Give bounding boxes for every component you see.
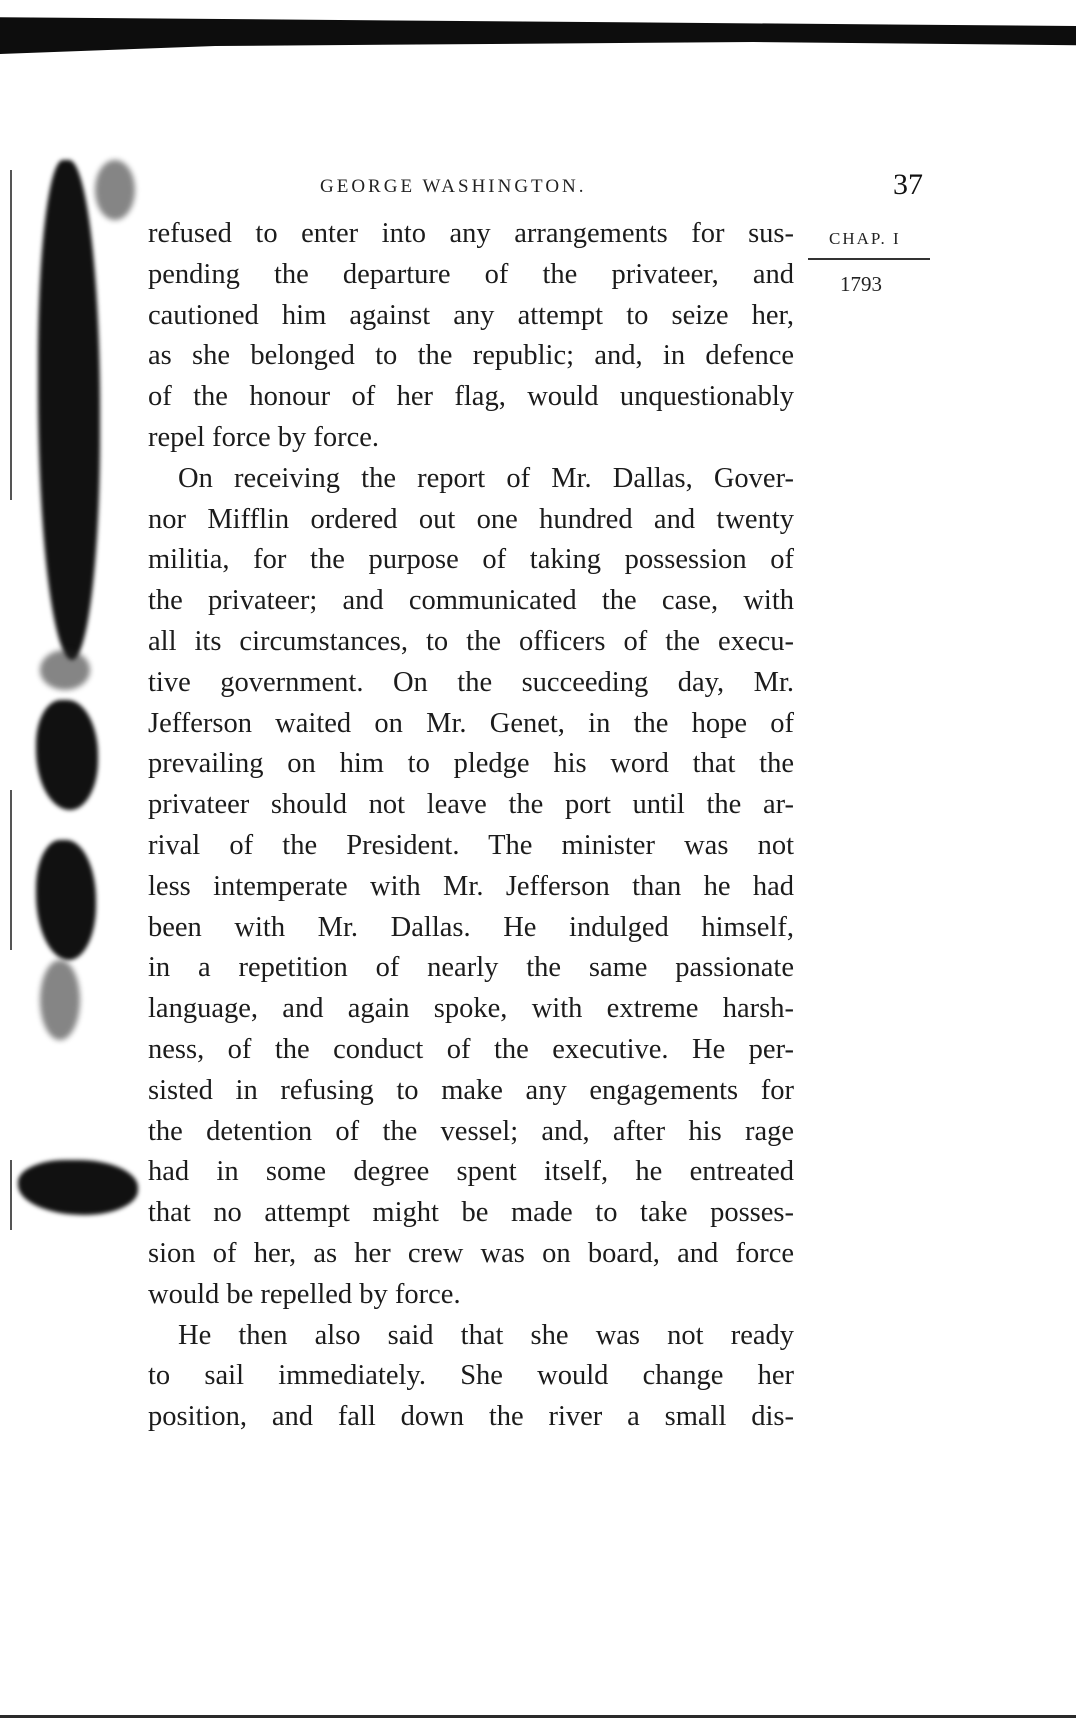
scan-edge-line [10, 790, 12, 950]
text-line: less intemperate with Mr. Jefferson than he had [148, 870, 794, 902]
margin-chapter-label: CHAP. I [829, 229, 901, 248]
text-line: in a repetition of nearly the same passionate [148, 952, 794, 984]
text-line: as she belonged to the republic; and, in defence [148, 340, 794, 372]
margin-year-label: 1793 [840, 272, 882, 296]
binding-smudge [40, 960, 80, 1040]
text-line: nor Mifflin ordered out one hundred and twenty [148, 503, 794, 535]
text-line: been with Mr. Dallas. He indulged himself, [148, 911, 794, 943]
text-line: refused to enter into any arrangements for sus- [148, 218, 794, 249]
running-head: GEORGE WASHINGTON. [320, 176, 587, 197]
text-line: of the honour of her flag, would unquestionably [148, 381, 794, 413]
text-line: would be repelled by force. [148, 1278, 461, 1310]
text-line: pending the departure of the privateer, and [148, 258, 794, 290]
text-line: cautioned him against any attempt to seize her, [148, 299, 794, 331]
text-line: sion of her, as her crew was on board, and force [148, 1237, 794, 1269]
text-line: language, and again spoke, with extreme harsh- [148, 993, 794, 1025]
text-line: militia, for the purpose of taking possession of [148, 544, 794, 576]
text-line: rival of the President. The minister was not [148, 829, 794, 861]
text-line: all its circumstances, to the officers of the execu- [148, 625, 794, 657]
binding-shadow [38, 160, 100, 660]
scan-edge-line [10, 1160, 12, 1230]
text-line: ness, of the conduct of the executive. He per- [148, 1033, 794, 1065]
text-line: sisted in refusing to make any engagements for [148, 1074, 794, 1106]
text-line: privateer should not leave the port until the ar- [148, 789, 794, 821]
text-line: position, and fall down the river a small dis- [148, 1401, 794, 1433]
scan-bottom-edge [0, 1715, 1076, 1718]
scan-top-edge [0, 14, 1076, 54]
binding-smudge [95, 160, 135, 220]
text-line: tive government. On the succeeding day, Mr. [148, 666, 794, 698]
margin-rule [808, 258, 930, 260]
text-line: prevailing on him to pledge his word that the [148, 748, 794, 780]
text-line: He then also said that she was not ready [178, 1319, 794, 1351]
text-line: had in some degree spent itself, he entreated [148, 1156, 794, 1188]
text-line: repel force by force. [148, 421, 380, 453]
text-line: On receiving the report of Mr. Dallas, Gover- [178, 462, 794, 494]
text-line: the detention of the vessel; and, after his rage [148, 1115, 794, 1147]
body-text [148, 214, 794, 1438]
binding-shadow [36, 700, 98, 810]
page-number: 37 [893, 168, 923, 201]
text-line: Jefferson waited on Mr. Genet, in the hope of [148, 707, 794, 739]
text-line: to sail immediately. She would change her [148, 1360, 794, 1392]
binding-shadow [18, 1160, 138, 1215]
binding-smudge [40, 650, 90, 690]
text-line: the privateer; and communicated the case, with [148, 585, 794, 617]
scan-edge-line [10, 170, 12, 500]
binding-shadow [36, 840, 96, 960]
text-line: that no attempt might be made to take posses- [148, 1197, 794, 1229]
